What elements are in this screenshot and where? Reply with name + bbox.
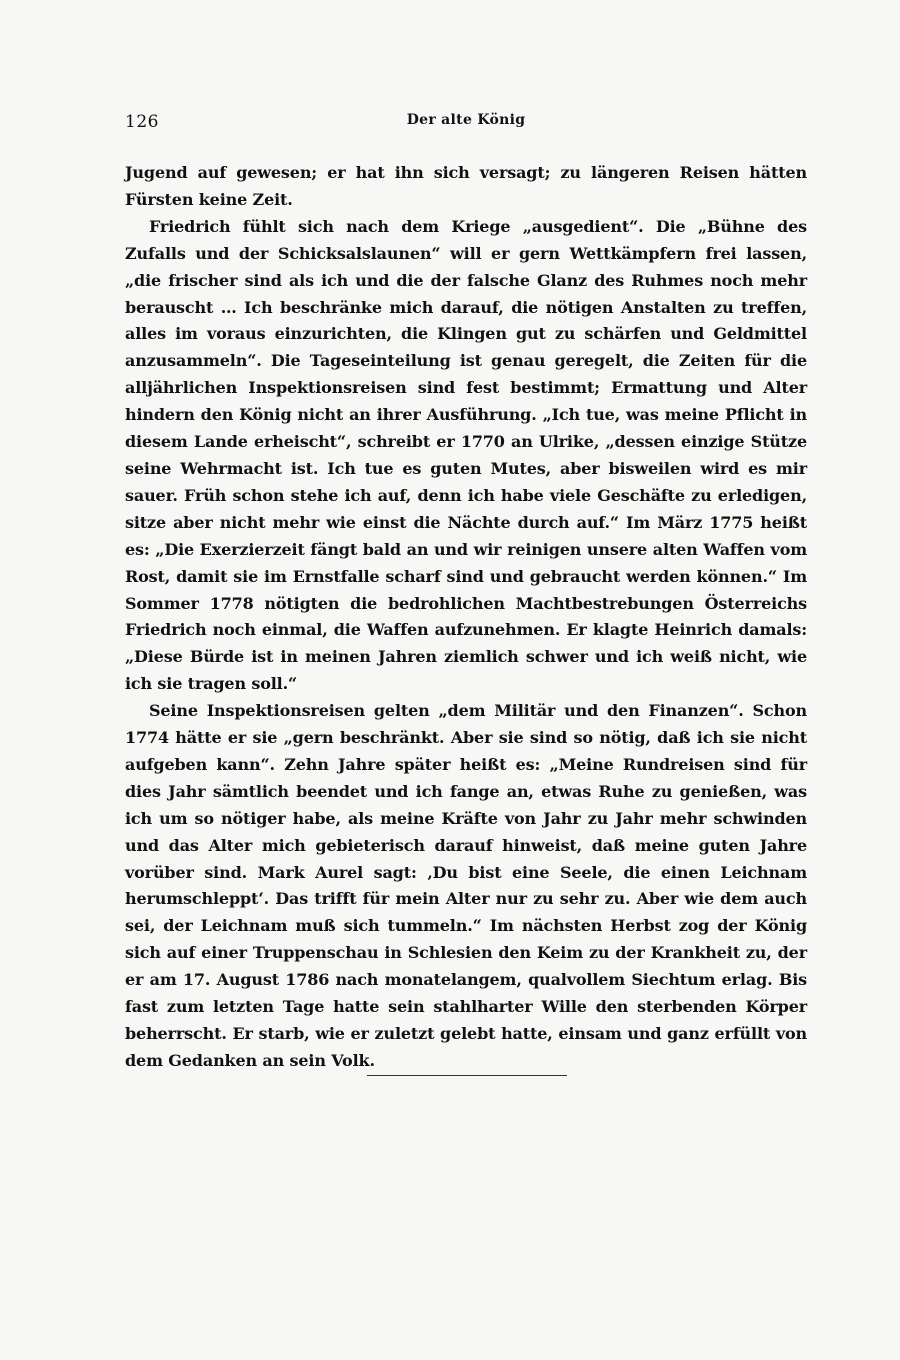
page-header <box>125 112 807 138</box>
body-text <box>125 160 807 1075</box>
running-title: Der alte König <box>406 112 526 128</box>
page-number: 126 <box>125 112 159 132</box>
end-rule <box>367 1075 567 1076</box>
paragraph: Seine Inspektionsreisen gelten „dem Militär und den Finanzen“. Schon 1774 hätte er sie „gern beschränkt. Aber sie sind so nötig, daß ich sie nicht aufgeben kann“. Zehn Jahre später heißt es: „Meine Rundreisen sind für dies Jahr sämtlich beendet und ich fange an, etwas Ruhe zu genießen, was ich um so nötiger habe, als meine Kräfte von Jahr zu Jahr mehr schwinden und das Alter mich gebieterisch darauf hinweist, daß meine guten Jahre vorüber sind. Mark Aurel sagt: ‚Du bist eine Seele, die einen Leichnam herumschleppt‘. Das trifft für mein Alter nur zu sehr zu. Aber wie dem auch sei, der Leichnam muß sich tummeln.“ Im nächsten Herbst zog der König sich auf einer Truppenschau in Schlesien den Keim zu der Krankheit zu, der er am 17. August 1786 nach monatelangem, qualvollem Siechtum erlag. Bis fast zum letzten Tage hatte sein stahlharter Wille den sterbenden Körper beherrscht. Er starb, wie er zuletzt gelebt hatte, einsam und ganz erfüllt von dem Gedanken an sein Volk. <box>125 701 807 1070</box>
paragraph-continuation: Jugend auf gewesen; er hat ihn sich versagt; zu längeren Reisen hätten Fürsten keine Zeit. <box>125 163 807 209</box>
paragraph: Friedrich fühlt sich nach dem Kriege „ausgedient“. Die „Bühne des Zufalls und der Schicksalslaunen“ will er gern Wettkämpfern frei lassen, „die frischer sind als ich und die der falsche Glanz des Ruhmes noch mehr berauscht … Ich beschränke mich darauf, die nötigen Anstalten zu treffen, alles im voraus einzurichten, die Klingen gut zu schärfen und Geldmittel anzusammeln“. Die Tageseinteilung ist genau geregelt, die Zeiten für die alljährlichen Inspektionsreisen sind fest bestimmt; Ermattung und Alter hindern den König nicht an ihrer Ausführung. „Ich tue, was meine Pflicht in diesem Lande erheischt“, schreibt er 1770 an Ulrike, „dessen einzige Stütze seine Wehrmacht ist. Ich tue es guten Mutes, aber bisweilen wird es mir sauer. Früh schon stehe ich auf, denn ich habe viele Geschäfte zu erledigen, sitze aber nicht mehr wie einst die Nächte durch auf.“ Im März 1775 heißt es: „Die Exerzierzeit fängt bald an und wir reinigen unsere alten Waffen vom Rost, damit sie im Ernstfalle scharf sind und gebraucht werden können.“ Im Sommer 1778 nötigten die bedrohlichen Machtbestrebungen Österreichs Friedrich noch einmal, die Waffen aufzunehmen. Er klagte Heinrich damals: „Diese Bürde ist in meinen Jahren ziemlich schwer und ich weiß nicht, wie ich sie tragen soll.“ <box>125 216 807 694</box>
